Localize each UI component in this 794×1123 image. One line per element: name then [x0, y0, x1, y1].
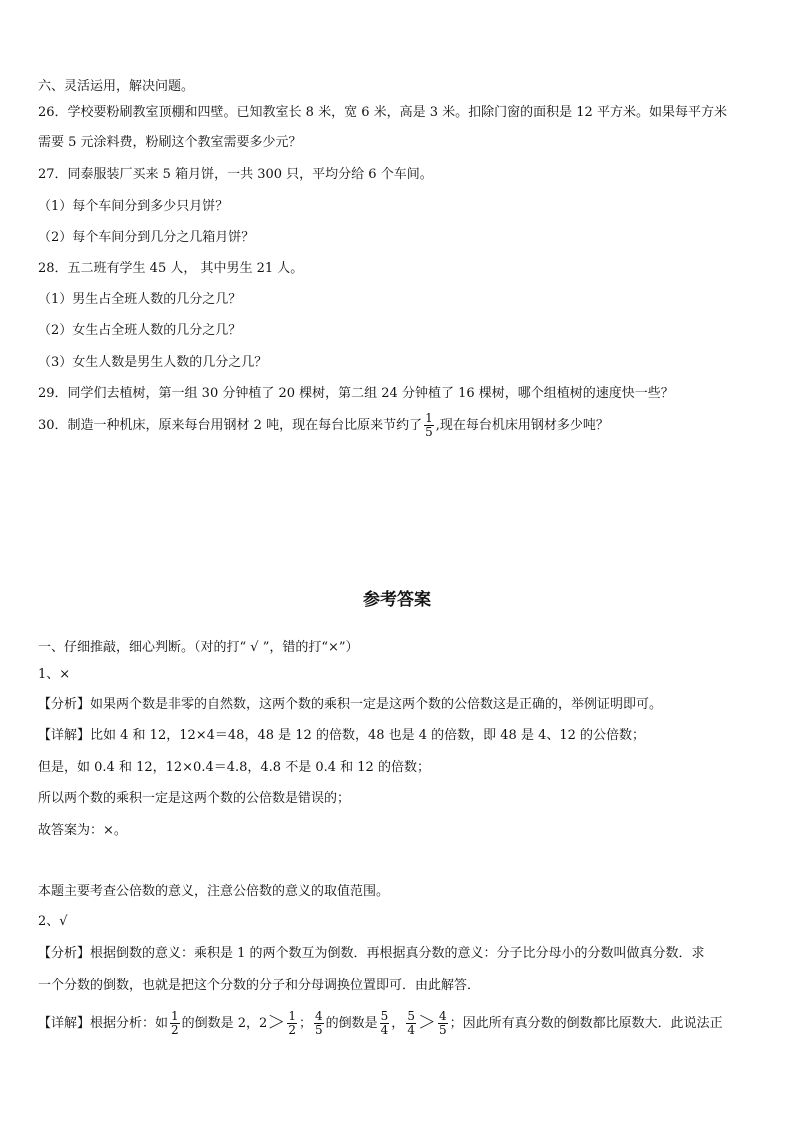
fraction-numerator: 5 [407, 1009, 415, 1023]
fraction-numerator: 1 [171, 1009, 179, 1023]
greater-than-sign: ＞ [267, 1012, 286, 1034]
question-30-text-start: 30．制造一种机床，原来每台用钢材 2 吨，现在每台比原来节约了 [38, 418, 423, 433]
fraction [438, 1010, 448, 1037]
fraction-denominator: 4 [407, 1023, 415, 1037]
question-30 [38, 412, 758, 439]
detail-text: ， [391, 1016, 405, 1031]
fraction-denominator: 5 [438, 1023, 447, 1037]
answer-1-detail-3: 所以两个数的乘积一定是这两个数的公倍数是错误的； [38, 791, 351, 806]
fraction-denominator: 5 [425, 425, 433, 439]
answers-title: 参考答案 [363, 590, 431, 610]
detail-text: ； [298, 1016, 312, 1031]
fraction [170, 1010, 180, 1037]
fraction [424, 412, 434, 439]
fraction [380, 1010, 390, 1037]
greater-than-sign: ＞ [417, 1012, 436, 1034]
question-26-line-2: 需要 5 元涂料费，粉刷这个教室需要多少元？ [38, 135, 302, 150]
question-29: 29．同学们去植树，第一组 30 分钟植了 20 棵树，第二组 24 分钟植了 16 棵树，哪个组植树的速度快一些？ [38, 386, 674, 401]
detail-text: 的倒数是 2，2 [181, 1016, 268, 1031]
answer-1-note: 本题主要考查公倍数的意义，注意公倍数的意义的取值范围。 [38, 884, 390, 899]
question-26-line-1: 26．学校要粉刷教室顶棚和四壁。已知教室长 8 米，宽 6 米，高是 3 米。扣除门窗的面积是 12 平方米。如果每平方米 [38, 105, 727, 120]
detail-text: 的倒数是 [325, 1016, 378, 1031]
question-27-part-2: （2）每个车间分到几分之几箱月饼？ [38, 230, 255, 245]
section-heading: 六、灵活运用，解决问题。 [38, 79, 195, 94]
fraction-numerator: 1 [425, 411, 433, 425]
fraction-denominator: 5 [315, 1023, 323, 1037]
question-27: 27．同泰服装厂买来 5 箱月饼，一共 300 只，平均分给 6 个车间。 [38, 167, 433, 182]
fraction-numerator: 5 [380, 1009, 389, 1023]
question-28-part-2: （2）女生占全班人数的几分之几？ [38, 323, 242, 338]
fraction [314, 1010, 324, 1037]
fraction-numerator: 4 [315, 1009, 323, 1023]
fraction-denominator: 2 [171, 1023, 179, 1037]
answer-1-detail-2: 但是，如 0.4 和 12，12×0.4＝4.8，4.8 不是 0.4 和 12 的倍数； [38, 760, 430, 775]
fraction [287, 1010, 297, 1037]
fraction-numerator: 1 [288, 1009, 296, 1023]
answer-1-detail-1: 【详解】比如 4 和 12，12×4＝48，48 是 12 的倍数，48 也是 4 的倍数，即 48 是 4、12 的公倍数； [38, 728, 646, 743]
answers-section-heading: 一、仔细推敲，细心判断。（对的打“ √ ”，错的打“×”） [38, 640, 359, 655]
question-27-part-1: （1）每个车间分到多少只月饼？ [38, 199, 229, 214]
detail-text: 【详解】根据分析：如 [38, 1016, 169, 1031]
answer-2-analysis-2: 一个分数的倒数，也就是把这个分数的分子和分母调换位置即可．由此解答． [38, 978, 481, 993]
answer-2-analysis-1: 【分析】根据倒数的意义：乘积是 1 的两个数互为倒数．再根据真分数的意义：分子比分母小的分数叫做真分数．求 [38, 946, 705, 961]
answer-2-detail [38, 1010, 758, 1037]
detail-text: ；因此所有真分数的倒数都比原数大．此说法正 [449, 1016, 723, 1031]
fraction [406, 1010, 416, 1037]
question-28-part-1: （1）男生占全班人数的几分之几？ [38, 292, 242, 307]
fraction-denominator: 2 [288, 1023, 296, 1037]
answer-1-label: 1、× [38, 667, 71, 682]
fraction-denominator: 4 [380, 1023, 389, 1037]
question-30-text-end: ,现在每台机床用钢材多少吨？ [435, 418, 609, 433]
answer-1-analysis: 【分析】如果两个数是非零的自然数，这两个数的乘积一定是这两个数的公倍数这是正确的，举例证明即可。 [38, 697, 663, 712]
question-28: 28．五二班有学生 45 人， 其中男生 21 人。 [38, 261, 304, 276]
answer-2-label: 2、√ [38, 914, 68, 929]
fraction-numerator: 4 [438, 1009, 447, 1023]
question-28-part-3: （3）女生人数是男生人数的几分之几？ [38, 355, 268, 370]
answer-1-detail-4: 故答案为：×。 [38, 823, 127, 838]
